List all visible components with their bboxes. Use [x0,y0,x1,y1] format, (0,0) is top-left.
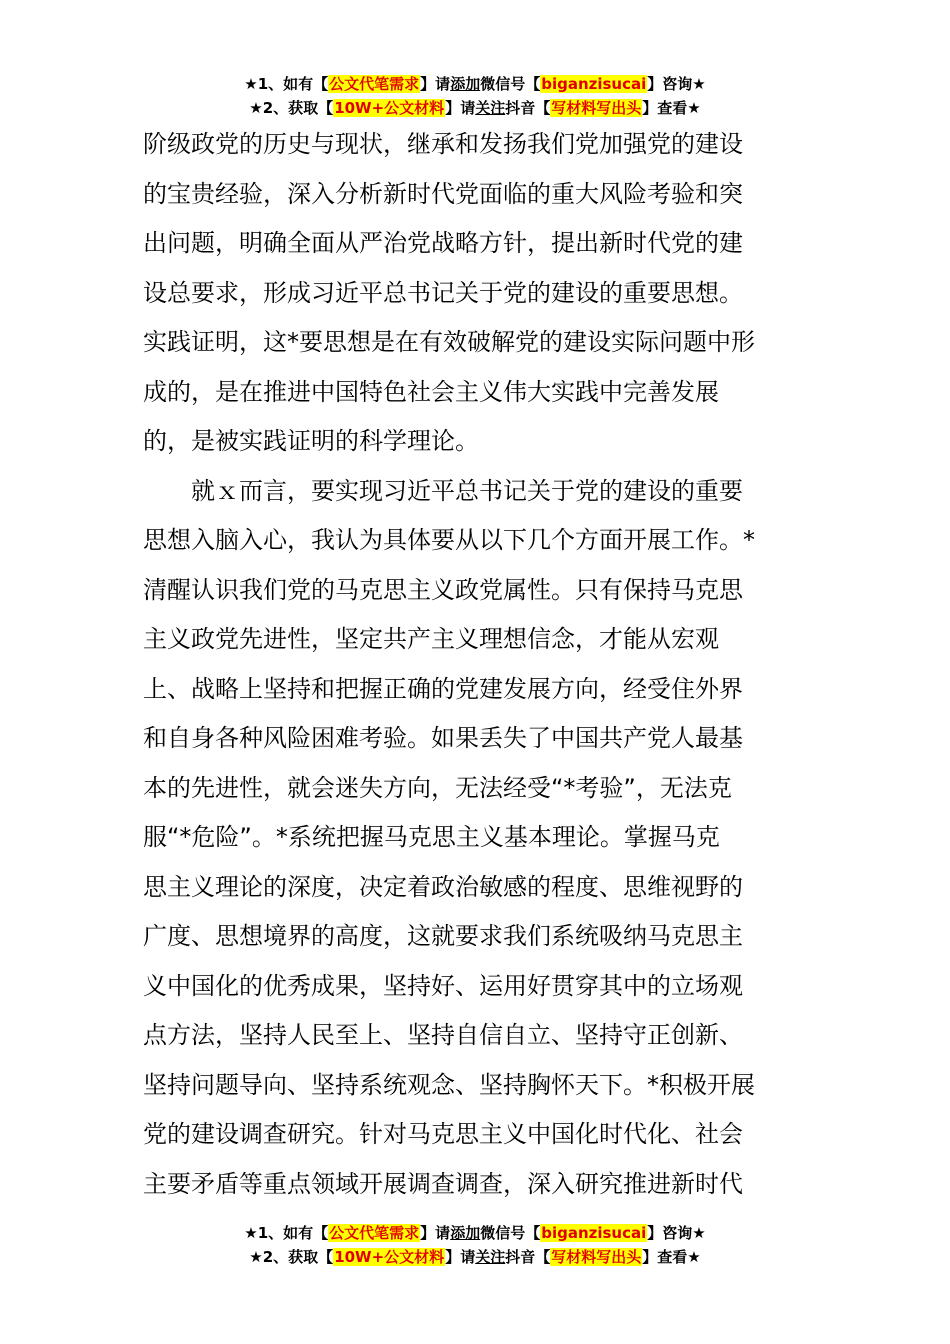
body-line: 思想入脑入心，我认为具体要从以下几个方面开展工作。* [143,526,755,554]
body-line: 服“*危险”。*系统把握马克思主义基本理论。掌握马克 [143,823,720,851]
body-line: 主义政党先进性，坚定共产主义理想信念，才能从宏观 [143,625,719,653]
body-line: 阶级政党的历史与现状，继承和发扬我们党加强党的建设 [143,130,743,158]
header-underline-follow: 关注 [475,99,506,117]
footer-line-1-suffix: 】咨询★ [647,1224,706,1242]
header-line-1 [0,72,950,96]
body-line: 主要矛盾等重点领域开展调查调查，深入研究推进新时代 [143,1169,743,1198]
header-banner [0,72,950,120]
body-line: 坚持问题导向、坚持系统观念、坚持胸怀天下。*积极开展 [143,1070,755,1099]
header-highlight-writing-service: 公文代笔需求 [329,75,420,93]
header-line-1-wechat-label: 微信号【 [480,75,541,93]
footer-line-1-wechat-label: 微信号【 [480,1224,541,1242]
body-line: 设总要求，形成习近平总书记关于党的建设的重要思想。 [143,278,743,307]
footer-banner [0,1221,950,1269]
body-line: 广度、思想境界的高度，这就要求我们系统吸纳马克思主 [143,922,743,950]
body-line: 实践证明，这*要思想是在有效破解党的建设实际问题中形 [143,328,755,356]
header-line-2-prefix: ★2、获取【 [249,99,334,117]
body-line: 本的先进性，就会迷失方向，无法经受“*考验”，无法克 [143,773,732,802]
body-line: 上、战略上坚持和把握正确的党建发展方向，经受住外界 [143,674,743,703]
body-line: 点方法，坚持人民至上、坚持自信自立、坚持守正创新、 [143,1021,743,1049]
footer-line-2-prefix: ★2、获取【 [249,1248,334,1266]
footer-underline-add: 添加 [450,1224,481,1242]
header-line-1-text: 】请 [420,75,451,93]
header-underline-add: 添加 [450,75,481,93]
body-line: 党的建设调查研究。针对马克思主义中国化时代化、社会 [143,1120,743,1148]
body-line: 和自身各种风险困难考验。如果丢失了中国共产党人最基 [143,724,743,752]
body-line: 清醒认识我们党的马克思主义政党属性。只有保持马克思 [143,575,743,604]
body-line: 的，是被实践证明的科学理论。 [143,427,479,455]
footer-line-2-douyin-label: 抖音【 [505,1248,551,1266]
body-line: 思主义理论的深度，决定着政治敏感的程度、思维视野的 [143,872,743,901]
header-line-2-text: 】请 [445,99,476,117]
header-line-2 [0,96,950,120]
footer-line-1-text: 】请 [420,1224,451,1242]
body-line: 出问题，明确全面从严治党战略方针，提出新时代党的建 [143,229,743,257]
header-line-1-prefix: ★1、如有【 [244,75,329,93]
body-line: 义中国化的优秀成果，坚持好、运用好贯穿其中的立场观 [143,971,743,1000]
footer-highlight-douyin-id: 写材料写出头 [551,1248,642,1266]
header-line-1-suffix: 】咨询★ [647,75,706,93]
footer-line-1-prefix: ★1、如有【 [244,1224,329,1242]
footer-line-2 [0,1245,950,1269]
header-highlight-wechat-id: biganzisucai [541,75,647,93]
footer-highlight-writing-service: 公文代笔需求 [329,1224,420,1242]
footer-line-1 [0,1221,950,1245]
footer-underline-follow: 关注 [475,1248,506,1266]
header-highlight-douyin-id: 写材料写出头 [551,99,642,117]
body-line: 的宝贵经验，深入分析新时代党面临的重大风险考验和突 [143,179,743,208]
header-highlight-materials: 10W+公文材料 [334,99,445,117]
header-line-2-suffix: 】查看★ [642,99,701,117]
body-line: 成的，是在推进中国特色社会主义伟大实践中完善发展 [143,377,719,406]
header-line-2-douyin-label: 抖音【 [505,99,551,117]
document-body [143,120,813,1209]
footer-line-2-suffix: 】查看★ [642,1248,701,1266]
footer-line-2-text: 】请 [445,1248,476,1266]
footer-highlight-wechat-id: biganzisucai [541,1224,647,1242]
footer-highlight-materials: 10W+公文材料 [334,1248,445,1266]
paragraph-start-line: 就ｘ而言，要实现习近平总书记关于党的建设的重要 [191,476,743,505]
